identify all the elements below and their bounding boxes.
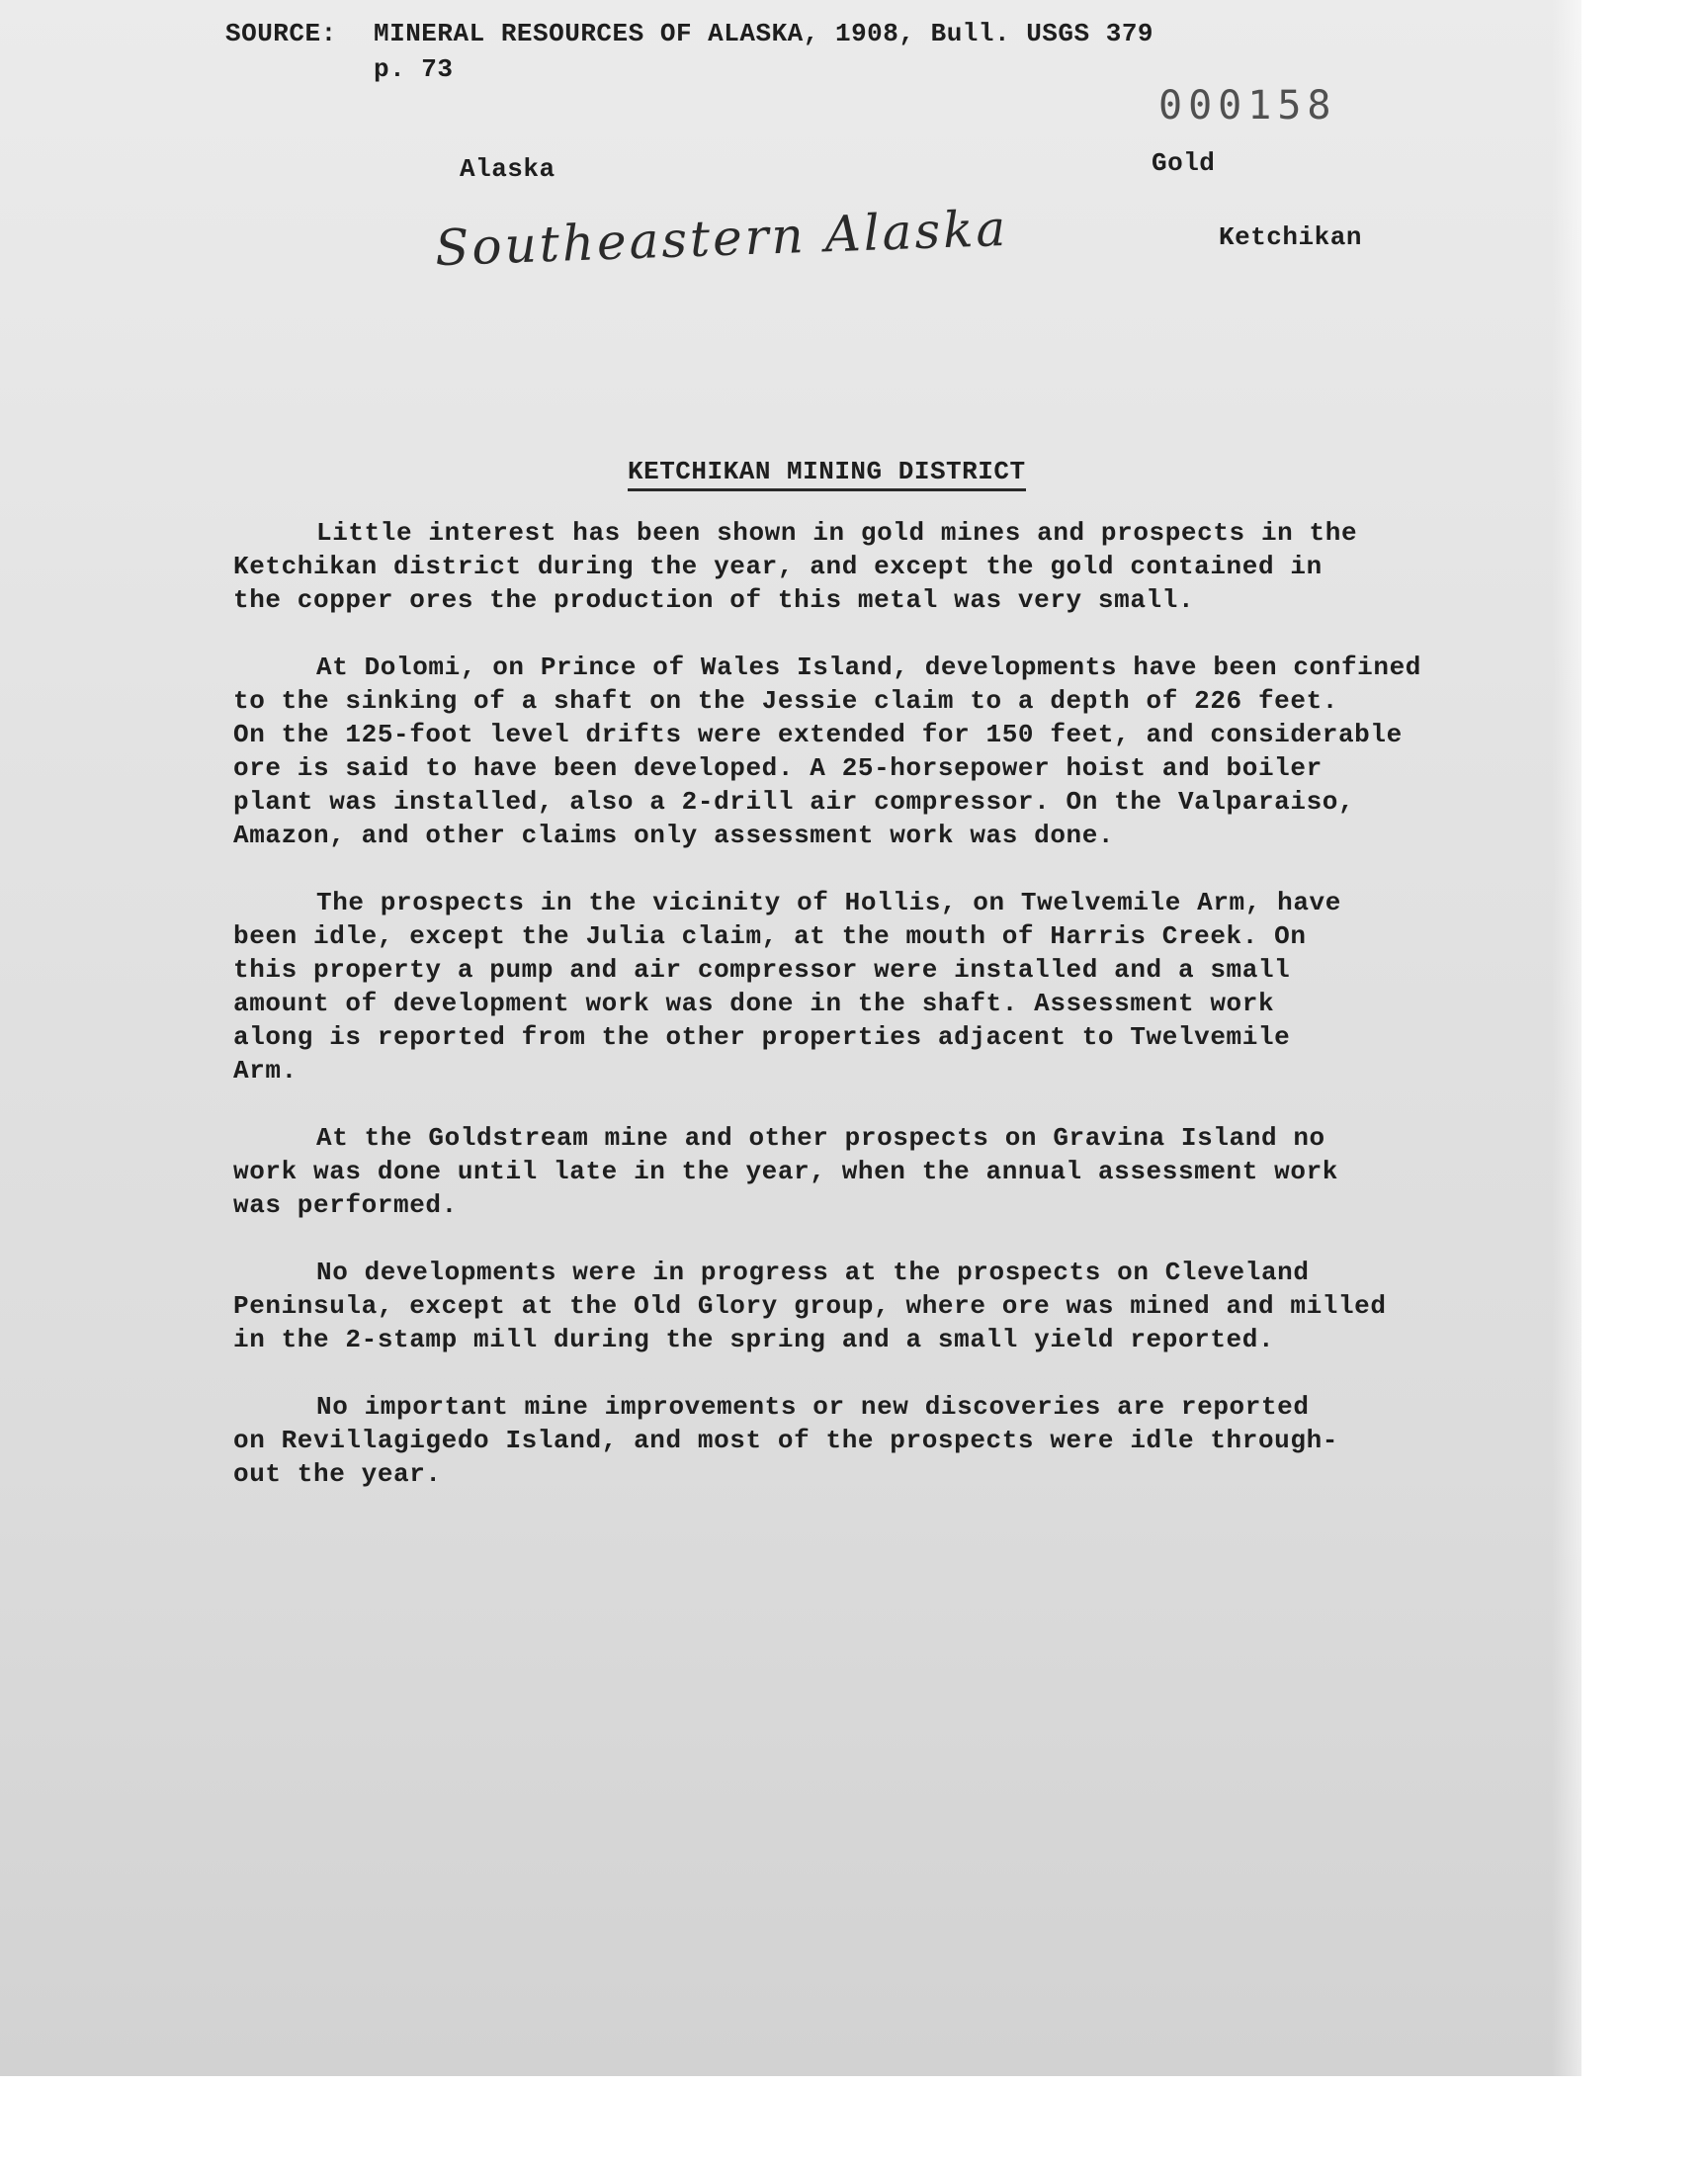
paragraph-line: ore is said to have been developed. A 25-horsepower hoist and boiler (233, 753, 1323, 783)
paragraph-line: work was done until late in the year, when the annual assessment work (233, 1157, 1338, 1186)
source-line-1 (225, 16, 1153, 51)
source-citation (225, 16, 1153, 87)
paragraph-line: plant was installed, also a 2-drill air compressor. On the Valparaiso, (233, 787, 1355, 817)
source-text: MINERAL RESOURCES OF ALASKA, 1908, Bull. USGS 379 (374, 19, 1154, 48)
handwritten-region-note: Southeastern Alaska (434, 199, 1010, 278)
paragraph-line: been idle, except the Julia claim, at the mouth of Harris Creek. On (233, 921, 1307, 951)
state-label: Alaska (460, 154, 555, 184)
paragraph-line: Ketchikan district during the year, and except the gold contained in (233, 552, 1323, 581)
paragraph-line: was performed. (233, 1190, 458, 1220)
paragraph-line: Amazon, and other claims only assessment work was done. (233, 821, 1115, 850)
paragraph-line: Little interest has been shown in gold mines and prospects in the (316, 518, 1358, 548)
district-label: Ketchikan (1219, 222, 1362, 252)
source-label: SOURCE: (225, 19, 337, 48)
paragraph-line: amount of development work was done in the shaft. Assessment work (233, 989, 1275, 1018)
paragraph-line: Peninsula, except at the Old Glory group, where ore was mined and milled (233, 1291, 1387, 1321)
document-title: KETCHIKAN MINING DISTRICT (628, 457, 1026, 491)
document-number: 000158 (1158, 83, 1337, 129)
source-page: p. 73 (374, 54, 454, 84)
paragraph (233, 1390, 1479, 1491)
paragraph-line: out the year. (233, 1459, 442, 1489)
paragraph-line: along is reported from the other properties adjacent to Twelvemile (233, 1022, 1291, 1052)
paragraph-line: The prospects in the vicinity of Hollis, on Twelvemile Arm, have (316, 888, 1341, 917)
paragraph-line: No important mine improvements or new discoveries are reported (316, 1392, 1310, 1422)
paragraph (233, 1121, 1479, 1222)
paragraph (233, 516, 1479, 617)
paragraph-line: in the 2-stamp mill during the spring and a small yield reported. (233, 1325, 1275, 1354)
paragraph-line: No developments were in progress at the prospects on Cleveland (316, 1258, 1310, 1287)
page-edge-shadow (1552, 0, 1581, 2076)
document-body (233, 516, 1479, 1524)
paragraph-line: this property a pump and air compressor were installed and a small (233, 955, 1291, 985)
paragraph (233, 651, 1479, 852)
commodity-label: Gold (1152, 148, 1216, 178)
paragraph-line: On the 125-foot level drifts were extended for 150 feet, and considerable (233, 720, 1403, 749)
paragraph-line: At the Goldstream mine and other prospects on Gravina Island no (316, 1123, 1325, 1153)
paragraph-line: on Revillagigedo Island, and most of the prospects were idle through- (233, 1426, 1338, 1455)
paragraph-line: to the sinking of a shaft on the Jessie claim to a depth of 226 feet. (233, 686, 1338, 716)
paragraph-line: Arm. (233, 1056, 298, 1086)
paragraph-line: At Dolomi, on Prince of Wales Island, developments have been confined (316, 652, 1421, 682)
paragraph (233, 1256, 1479, 1356)
paragraph-line: the copper ores the production of this metal was very small. (233, 585, 1195, 615)
paragraph (233, 886, 1479, 1088)
